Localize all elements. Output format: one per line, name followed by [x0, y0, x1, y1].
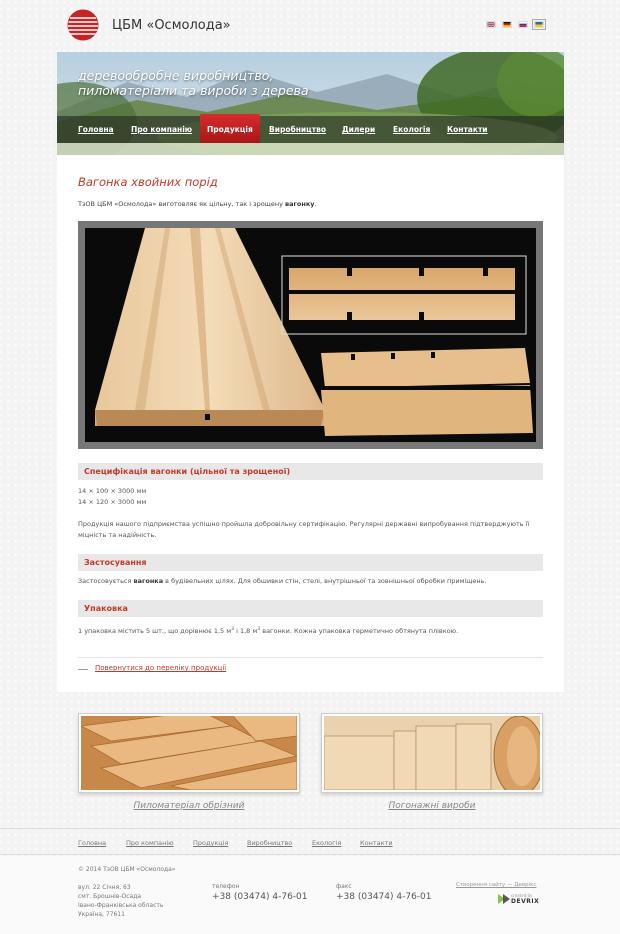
- category-label-lumber[interactable]: Пиломатеріал обрізний: [133, 801, 245, 811]
- cubic-sup-1: 3: [231, 627, 235, 632]
- nav-item-home[interactable]: Головна: [78, 125, 114, 134]
- created-by-label: created by: [511, 893, 533, 898]
- nav-item-products[interactable]: Продукція: [200, 114, 260, 143]
- packaging-heading: Упаковка: [78, 600, 543, 617]
- usage-text-start: Застосовується: [78, 577, 134, 585]
- footer-nav-about[interactable]: Про компанію: [126, 839, 174, 847]
- footer-nav-contacts[interactable]: Контакти: [360, 839, 393, 847]
- address-line-1: вул. 22 Січня, 63: [78, 884, 131, 891]
- footer-nav-home[interactable]: Головна: [78, 839, 107, 847]
- usage-heading: Застосування: [78, 554, 543, 571]
- russia-flag-icon[interactable]: [518, 21, 528, 28]
- ukraine-flag-icon[interactable]: [534, 21, 544, 28]
- wood-paneling-photo: [85, 228, 536, 442]
- intro-text: [78, 200, 317, 208]
- fax-label: факс: [336, 883, 352, 890]
- back-dash: [78, 669, 88, 670]
- devrix-name: DEVRIX: [511, 898, 540, 905]
- cubic-sup-2: 3: [257, 627, 261, 632]
- nav-item-about[interactable]: Про компанію: [131, 125, 193, 134]
- category-card-lumber[interactable]: [78, 713, 300, 793]
- intro-text-end: .: [314, 200, 317, 208]
- footer-nav-products[interactable]: Продукція: [193, 839, 229, 847]
- site-name[interactable]: ЦБМ «Осмолода»: [112, 18, 231, 33]
- certification-text: Продукція нашого підприємства успішно пройшла добровільну сертифікацію. Регулярні державні випробування підтверджують її міцність та надійність.: [78, 520, 530, 539]
- usage-text-end: в будівельних цілях. Для обшивки стін, стелі, внутрішньої та зовнішньої обробки приміщень.: [163, 577, 487, 585]
- nav-item-dealers[interactable]: Дилери: [342, 125, 376, 134]
- category-card-moldings[interactable]: [321, 713, 543, 793]
- hero-banner: [57, 52, 564, 155]
- usage-text: [78, 576, 543, 587]
- address-line-3: Івано-Франківська область: [78, 902, 164, 909]
- intro-text-start: ТзОВ ЦБМ «Осмолода» виготовляє як цільну, так і зрощену: [78, 200, 286, 208]
- page-title: Вагонка хвойних порід: [78, 175, 218, 189]
- spec-heading: Специфікація вагонки (цільної та зрощеної): [78, 463, 543, 480]
- uk-flag-icon[interactable]: [486, 21, 496, 28]
- packaging-text-b: і 1,8 м: [234, 627, 258, 636]
- usage-text-bold: вагонка: [133, 577, 164, 585]
- nav-item-ecology[interactable]: Екологія: [393, 125, 431, 134]
- copyright: © 2014 ТзОВ ЦБМ «Осмолода»: [78, 866, 176, 873]
- footer-navigation: [0, 828, 620, 855]
- site-creator-link[interactable]: Створення сайту — Деврікс: [456, 882, 537, 888]
- back-row: [78, 657, 543, 677]
- spec-size-2: 14 × 120 × 3000 мм: [78, 498, 147, 506]
- packaging-text-c: вагонки. Кожна упаковка герметично обтянута плівкою.: [260, 627, 459, 636]
- packaging-text-a: 1 упаковка містить 5 шт., що дорівнює 1,5 м: [78, 627, 232, 636]
- lumber-image: [81, 716, 297, 790]
- nav-item-production[interactable]: Виробництво: [269, 125, 326, 134]
- moldings-image: [324, 716, 540, 790]
- address-line-2: смт. Брошнів-Осада: [78, 893, 142, 900]
- germany-flag-icon[interactable]: [502, 21, 512, 28]
- packaging-text: [78, 624, 543, 637]
- address-line-4: Україна, 77611: [78, 911, 125, 918]
- product-image: [78, 221, 543, 449]
- back-to-products-link[interactable]: Повернутися до переліку продукції: [95, 664, 227, 672]
- phone-number[interactable]: +38 (03474) 4-76-01: [212, 892, 308, 902]
- intro-text-bold: вагонку: [285, 200, 315, 208]
- logo-icon[interactable]: [67, 9, 99, 41]
- footer-nav-production[interactable]: Виробництво: [247, 839, 293, 847]
- footer-nav-ecology[interactable]: Екологія: [312, 839, 342, 847]
- product-image-frame: [85, 228, 536, 442]
- address: [78, 883, 163, 919]
- spec-size-1: 14 × 100 × 3000 мм: [78, 487, 147, 495]
- slogan-line-1: деревообробне виробництво,: [78, 68, 274, 83]
- fax-number: +38 (03474) 4-76-01: [336, 892, 432, 902]
- phone-label: телефон: [212, 883, 240, 890]
- banner-slogan: [78, 68, 378, 98]
- main-navigation: [57, 116, 564, 143]
- slogan-line-2: пиломатеріали та вироби з дерева: [78, 83, 309, 98]
- language-switcher: [486, 21, 544, 28]
- nav-item-contacts[interactable]: Контакти: [447, 125, 488, 134]
- category-label-moldings[interactable]: Погонажні вироби: [388, 801, 476, 811]
